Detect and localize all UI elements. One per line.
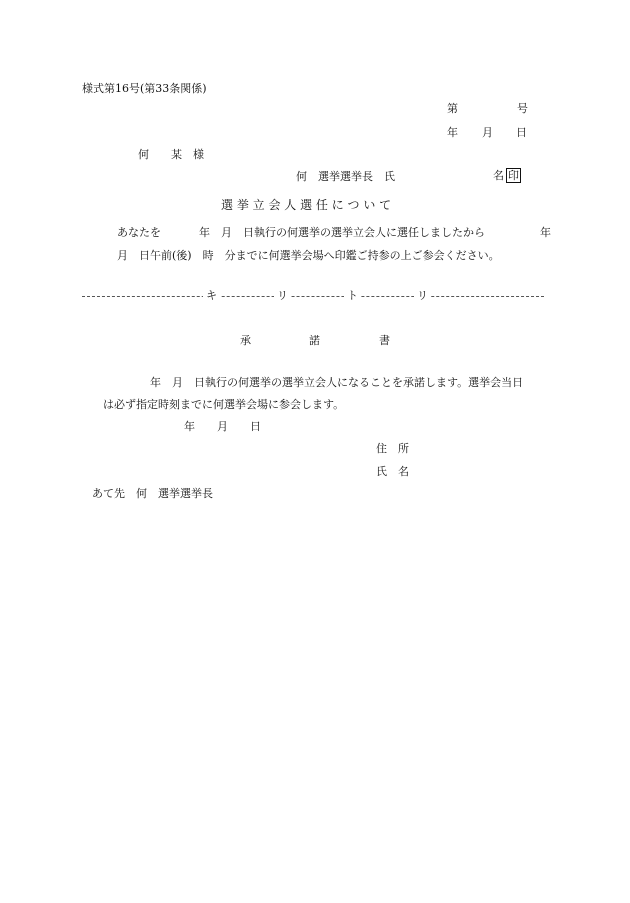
notice-line1-b: 年 月 日執行の何選挙の選挙立会人に選任しましたから	[199, 226, 485, 239]
acceptance-title-char-3: 書	[379, 334, 390, 347]
name-label: 氏 名	[376, 465, 409, 478]
address-label: 住 所	[376, 442, 409, 455]
header-date-day: 日	[516, 126, 527, 139]
sender: 何 選挙選挙長 氏	[296, 170, 395, 183]
cut-label-ki: キ	[203, 289, 220, 302]
acceptance-line1: 年 月 日執行の何選挙の選挙立会人になることを承諾します。選挙会当日	[150, 376, 524, 389]
seal-mark: 印	[508, 169, 519, 182]
acceptance-title-char-1: 承	[240, 334, 251, 347]
number-prefix: 第	[447, 102, 458, 115]
notice-line1-c: 年	[540, 226, 551, 239]
sender-name-label: 名	[493, 169, 504, 182]
acceptance-line2: は必ず指定時刻までに何選挙会場に参会します。	[103, 398, 345, 411]
notice-line2: 月 日午前(後) 時 分までに何選挙会場へ印鑑ご持参の上ご参会ください。	[117, 249, 500, 262]
cut-line	[82, 296, 544, 298]
number-suffix: 号	[517, 102, 528, 115]
cut-label-to: ト	[344, 289, 361, 302]
recipient: あて先 何 選挙選挙長	[92, 487, 213, 500]
cut-label-ri-2: リ	[414, 289, 431, 302]
addressee: 何 某 様	[138, 148, 204, 161]
cut-label-ri: リ	[274, 289, 291, 302]
sender-name-line	[493, 168, 521, 183]
notice-title: 選 挙 立 会 人 選 任 に つ い て	[221, 198, 392, 212]
acceptance-title-char-2: 諾	[309, 334, 320, 347]
acceptance-date: 年 月 日	[184, 420, 261, 433]
form-title: 様式第16号(第33条関係)	[82, 82, 207, 95]
header-date-year: 年	[447, 126, 458, 139]
header-date-month: 月	[482, 126, 493, 139]
notice-line1-a: あなたを	[117, 226, 161, 239]
